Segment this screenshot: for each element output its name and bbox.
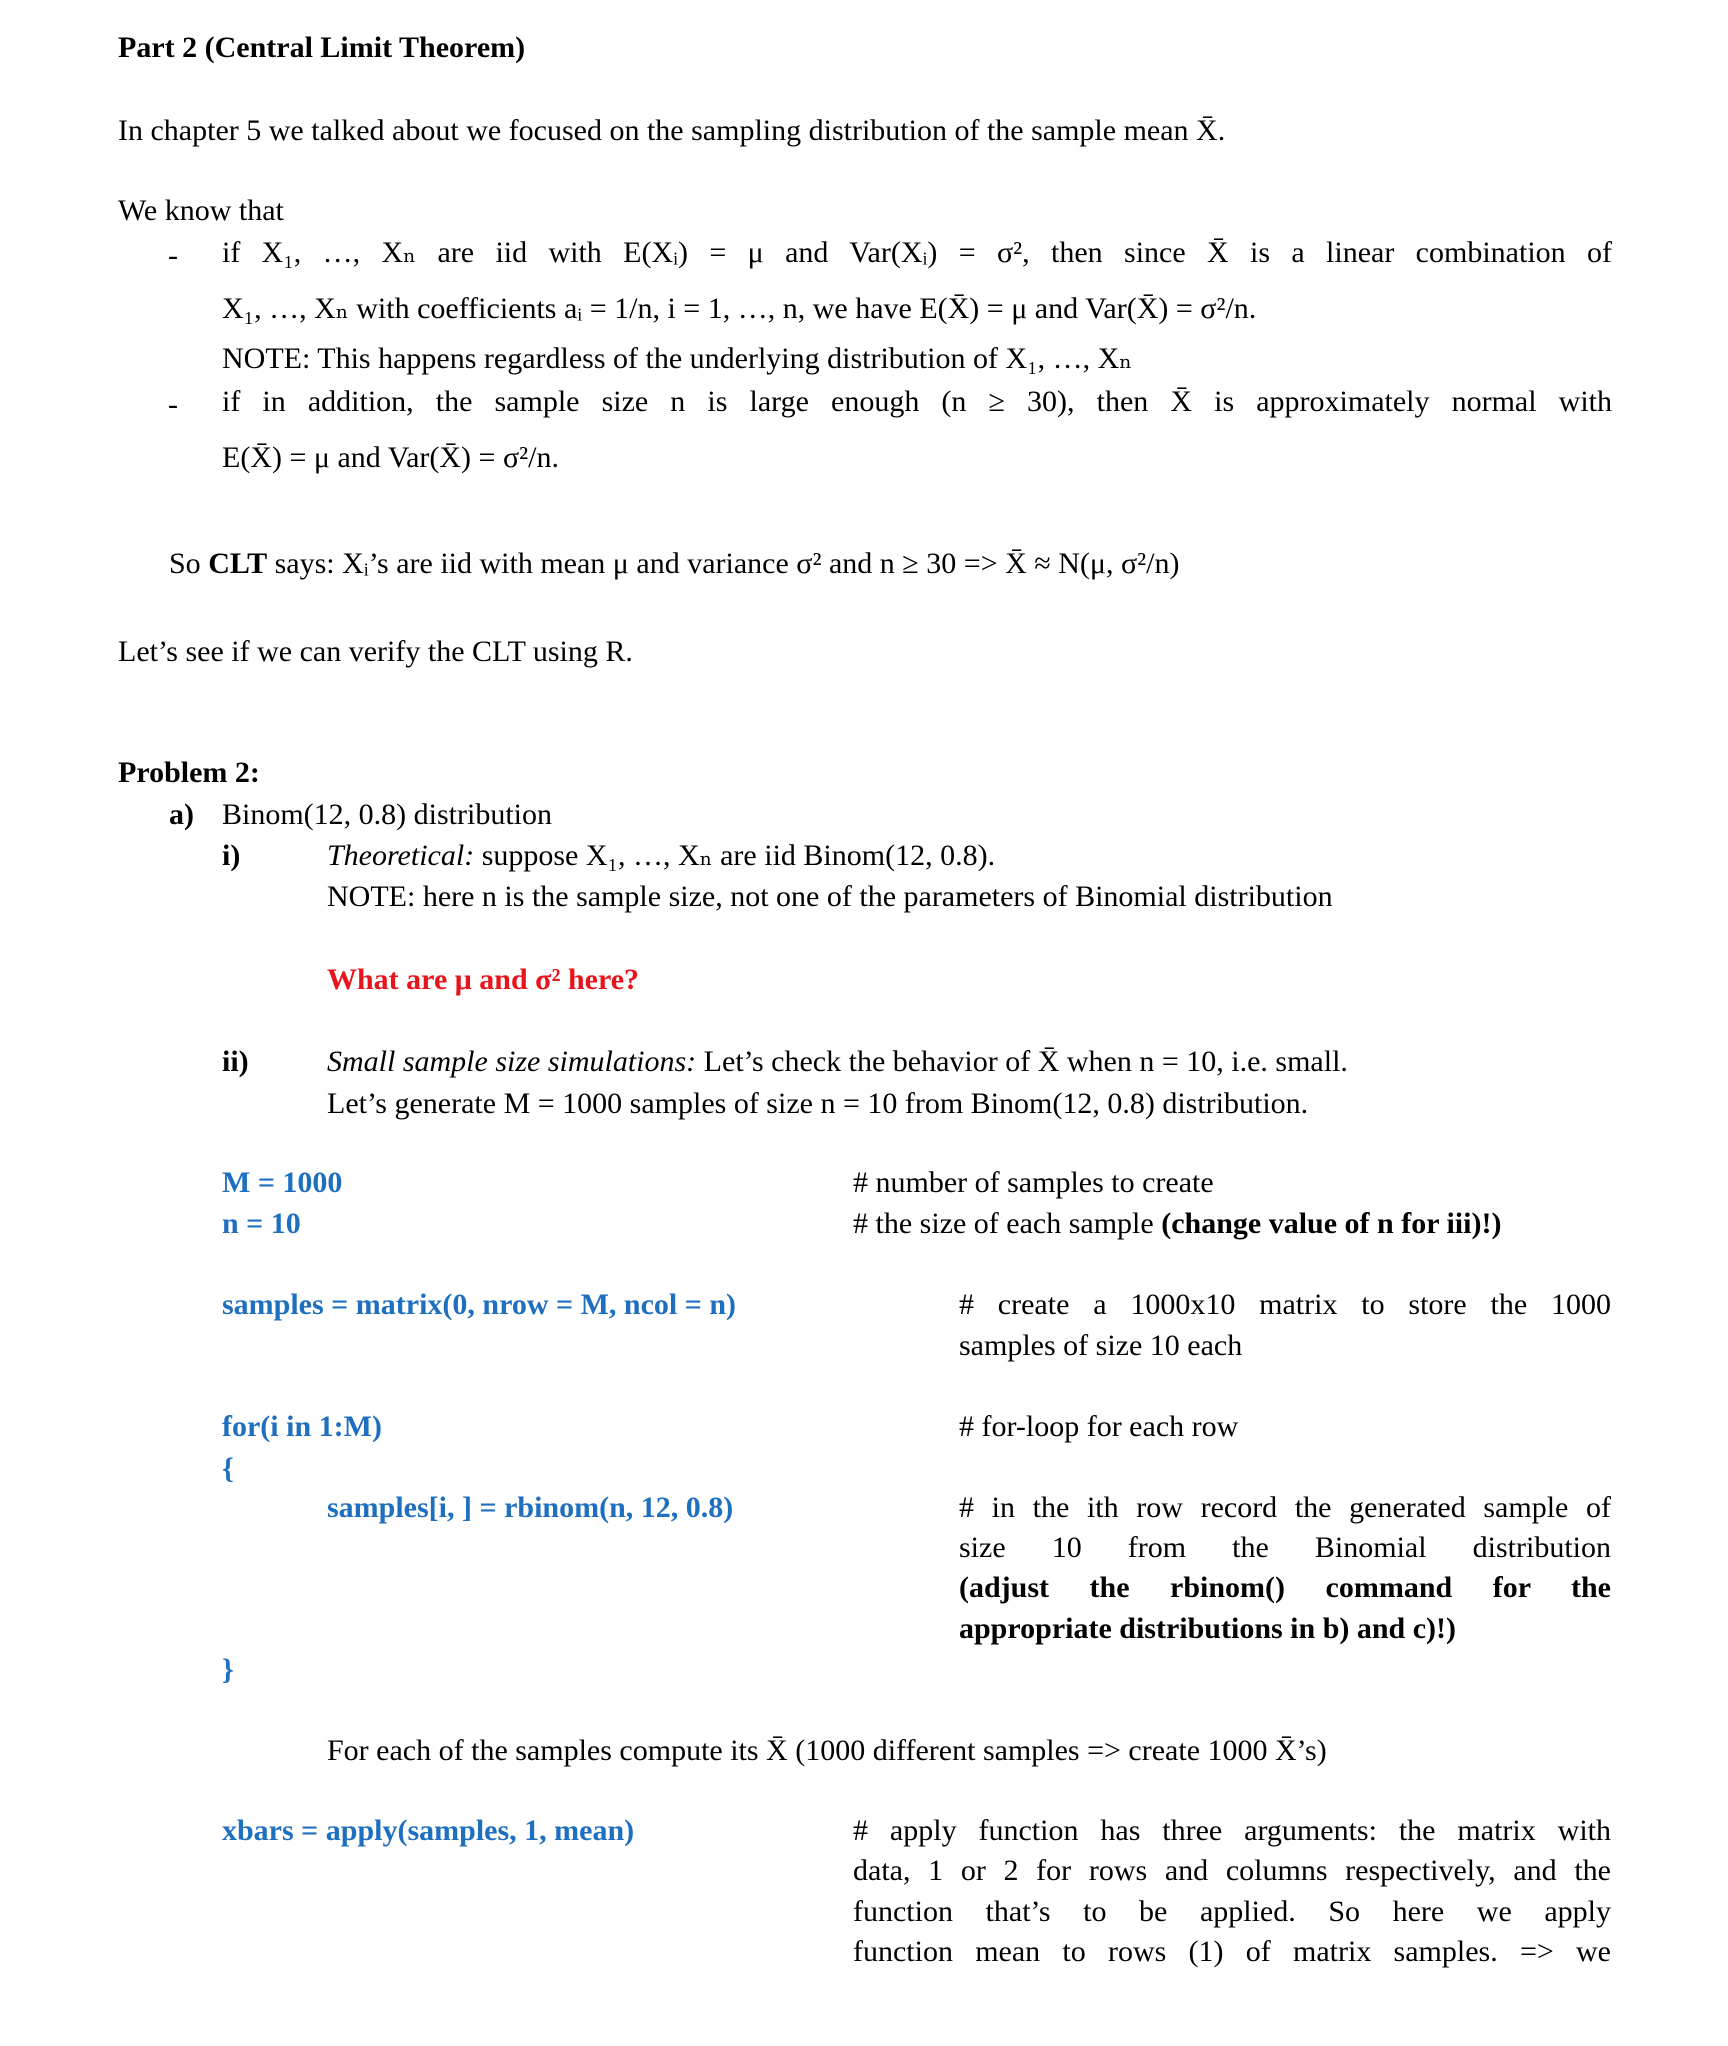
clt-statement: [169, 546, 1179, 582]
comment-xbars-2: data, 1 or 2 for rows and columns respectively, and the: [853, 1854, 1611, 1887]
intro-text: In chapter 5 we talked about we focused on the sampling distribution of the sample mean X̄.: [118, 114, 1226, 147]
clt-prefix: So: [169, 547, 209, 580]
code-rbinom: samples[i, ] = rbinom(n, 12, 0.8): [327, 1491, 734, 1524]
part-i-label: i): [222, 839, 241, 872]
comment-m: # number of samples to create: [853, 1166, 1214, 1199]
verify-text: Let’s see if we can verify the CLT using R.: [118, 635, 633, 668]
comment-rbinom-1: # in the ith row record the generated sample of: [959, 1491, 1611, 1524]
we-know-text: We know that: [118, 194, 284, 227]
bullet-marker: -: [168, 239, 178, 272]
part-ii-label: ii): [222, 1045, 249, 1078]
problem-heading: Problem 2:: [118, 756, 260, 789]
bullet2-line1: if in addition, the sample size n is large enough (n ≥ 30), then X̄ is approximately normal with: [222, 385, 1612, 418]
code-close-brace: }: [222, 1653, 234, 1686]
code-matrix: samples = matrix(0, nrow = M, ncol = n): [222, 1288, 737, 1321]
code-xbars: xbars = apply(samples, 1, mean): [222, 1814, 635, 1847]
code-open-brace: {: [222, 1452, 234, 1485]
part-ii-text: [327, 1044, 1348, 1080]
code-for: for(i in 1:M): [222, 1410, 382, 1443]
part-i-rest: suppose X₁, …, Xₙ are iid Binom(12, 0.8).: [474, 839, 996, 872]
comment-xbars-3: function that’s to be applied. So here we apply: [853, 1895, 1611, 1928]
comment-rbinom-2: size 10 from the Binomial distribution: [959, 1531, 1611, 1564]
bullet2-line2: E(X̄) = μ and Var(X̄) = σ²/n.: [222, 441, 559, 474]
comment-matrix-1: # create a 1000x10 matrix to store the 1000: [959, 1288, 1611, 1321]
part-i-text: [327, 838, 995, 874]
comment-n-text: # the size of each sample: [853, 1207, 1162, 1240]
part-a-text: Binom(12, 0.8) distribution: [222, 798, 552, 831]
comment-xbars-4: function mean to rows (1) of matrix samples. => we: [853, 1935, 1611, 1968]
part-ii-rest: Let’s check the behavior of X̄ when n = 10, i.e. small.: [696, 1045, 1348, 1078]
bullet1-line2: X₁, …, Xₙ with coefficients aᵢ = 1/n, i = 1, …, n, we have E(X̄) = μ and Var(X̄) = σ²/n.: [222, 292, 1257, 325]
code-m: M = 1000: [222, 1166, 343, 1199]
code-n: n = 10: [222, 1207, 301, 1240]
part-a-label: a): [169, 798, 194, 831]
each-sample-text: For each of the samples compute its X̄ (1000 different samples => create 1000 X̄’s): [327, 1734, 1327, 1767]
bullet-marker: -: [168, 388, 178, 421]
comment-xbars-1: # apply function has three arguments: the matrix with: [853, 1814, 1611, 1847]
section-title: Part 2 (Central Limit Theorem): [118, 31, 526, 64]
comment-n: [853, 1206, 1501, 1242]
comment-rbinom-4: appropriate distributions in b) and c)!): [959, 1612, 1457, 1645]
comment-n-bold: (change value of n for iii)!): [1161, 1207, 1502, 1240]
part-ii-line2: Let’s generate M = 1000 samples of size n = 10 from Binom(12, 0.8) distribution.: [327, 1087, 1309, 1120]
comment-for: # for-loop for each row: [959, 1410, 1239, 1443]
question-text: What are μ and σ² here?: [327, 963, 640, 996]
part-i-note: NOTE: here n is the sample size, not one of the parameters of Binomial distribution: [327, 880, 1333, 913]
bullet1-line1: if X₁, …, Xₙ are iid with E(Xᵢ) = μ and Var(Xᵢ) = σ², then since X̄ is a linear combination of: [222, 236, 1612, 269]
comment-matrix-2: samples of size 10 each: [959, 1329, 1243, 1362]
comment-rbinom-3: (adjust the rbinom() command for the: [959, 1571, 1611, 1604]
clt-rest: says: Xᵢ’s are iid with mean μ and variance σ² and n ≥ 30 => X̄ ≈ N(μ, σ²/n): [267, 547, 1180, 580]
bullet1-note: NOTE: This happens regardless of the underlying distribution of X₁, …, Xₙ: [222, 342, 1133, 375]
part-ii-italic: Small sample size simulations:: [327, 1045, 697, 1078]
clt-bold: CLT: [208, 547, 268, 580]
part-i-italic: Theoretical:: [327, 839, 475, 872]
